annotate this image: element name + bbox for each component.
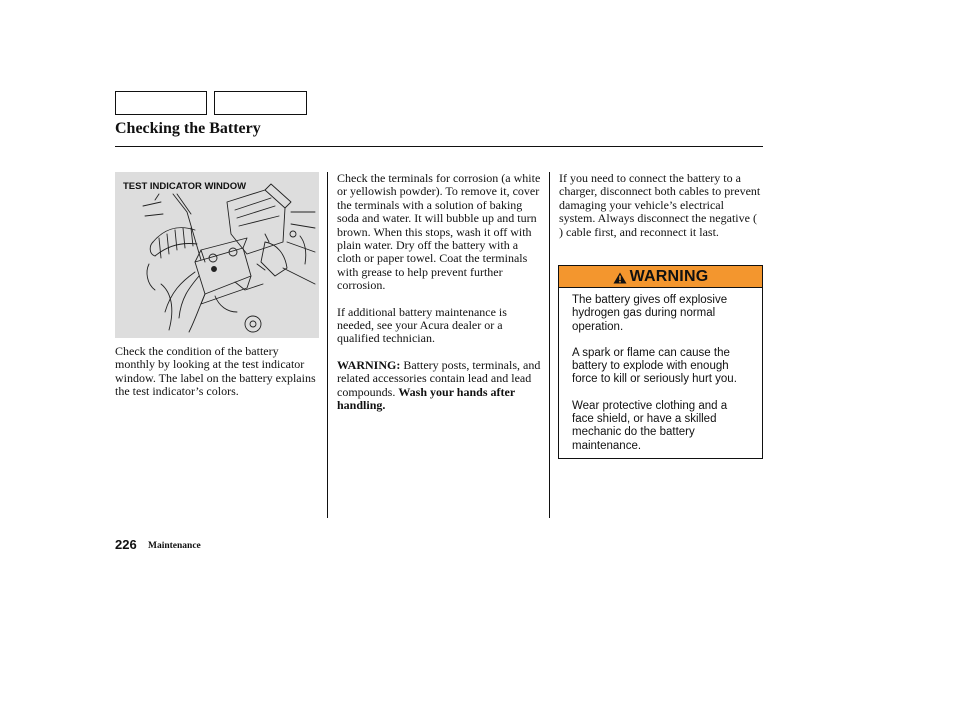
warning-box (558, 265, 763, 459)
test-indicator-window-label: TEST INDICATOR WINDOW (123, 181, 247, 192)
warning-header (559, 266, 762, 288)
page-title: Checking the Battery (115, 120, 261, 137)
title-divider (115, 146, 763, 147)
maintenance-paragraph: If additional battery maintenance is needed, see your Acura dealer or a qualified technician. (337, 304, 507, 346)
lead-warning-text: Battery posts, terminals, and related accessories contain lead and lead compounds. (337, 357, 541, 399)
warning-heading: WARNING (629, 267, 709, 285)
lead-warning-label: WARNING: (337, 357, 401, 372)
battery-illustration (115, 172, 319, 338)
page-number: 226 (115, 537, 137, 552)
column-divider-2 (549, 172, 550, 518)
warning-paragraph: A spark or flame can cause the battery to explode with enough force to kill or seriously hurt you. (572, 346, 737, 386)
lead-warning-bold: Wash your hands after handling. (337, 384, 515, 413)
warning-body (559, 288, 762, 453)
charger-instructions: If you need to connect the battery to a charger, disconnect both cables to prevent damaging your vehicle’s electrical system. Always disconnect the negative ( ) cable first, and reconnect it last. (559, 171, 763, 239)
header-tab-2 (214, 91, 307, 115)
warning-paragraph: The battery gives off explosive hydrogen gas during normal operation. (572, 294, 728, 333)
warning-triangle-icon (613, 271, 627, 283)
warning-paragraph: Wear protective clothing and a face shield, or have a skilled mechanic do the battery maintenance. (572, 399, 728, 452)
corrosion-paragraph: Check the terminals for corrosion (a white or yellowish powder). To remove it, cover the terminals with a solution of baking soda and water. It will bubble up and turn brown. When this stops, wash it off with plain water. Dry off the battery with a cloth or paper towel. Coat the terminals with grease to help prevent further corrosion. (337, 171, 541, 293)
column-divider-1 (327, 172, 328, 518)
header-tab-1 (115, 91, 207, 115)
column-2 (337, 172, 542, 426)
lead-warning-paragraph (337, 359, 542, 413)
engine-bay-drawing (115, 172, 319, 338)
section-name: Maintenance (148, 541, 201, 551)
battery-check-instructions: Check the condition of the battery monthly by looking at the test indicator window. The label on the battery explains the test indicator’s colors. (115, 344, 316, 399)
